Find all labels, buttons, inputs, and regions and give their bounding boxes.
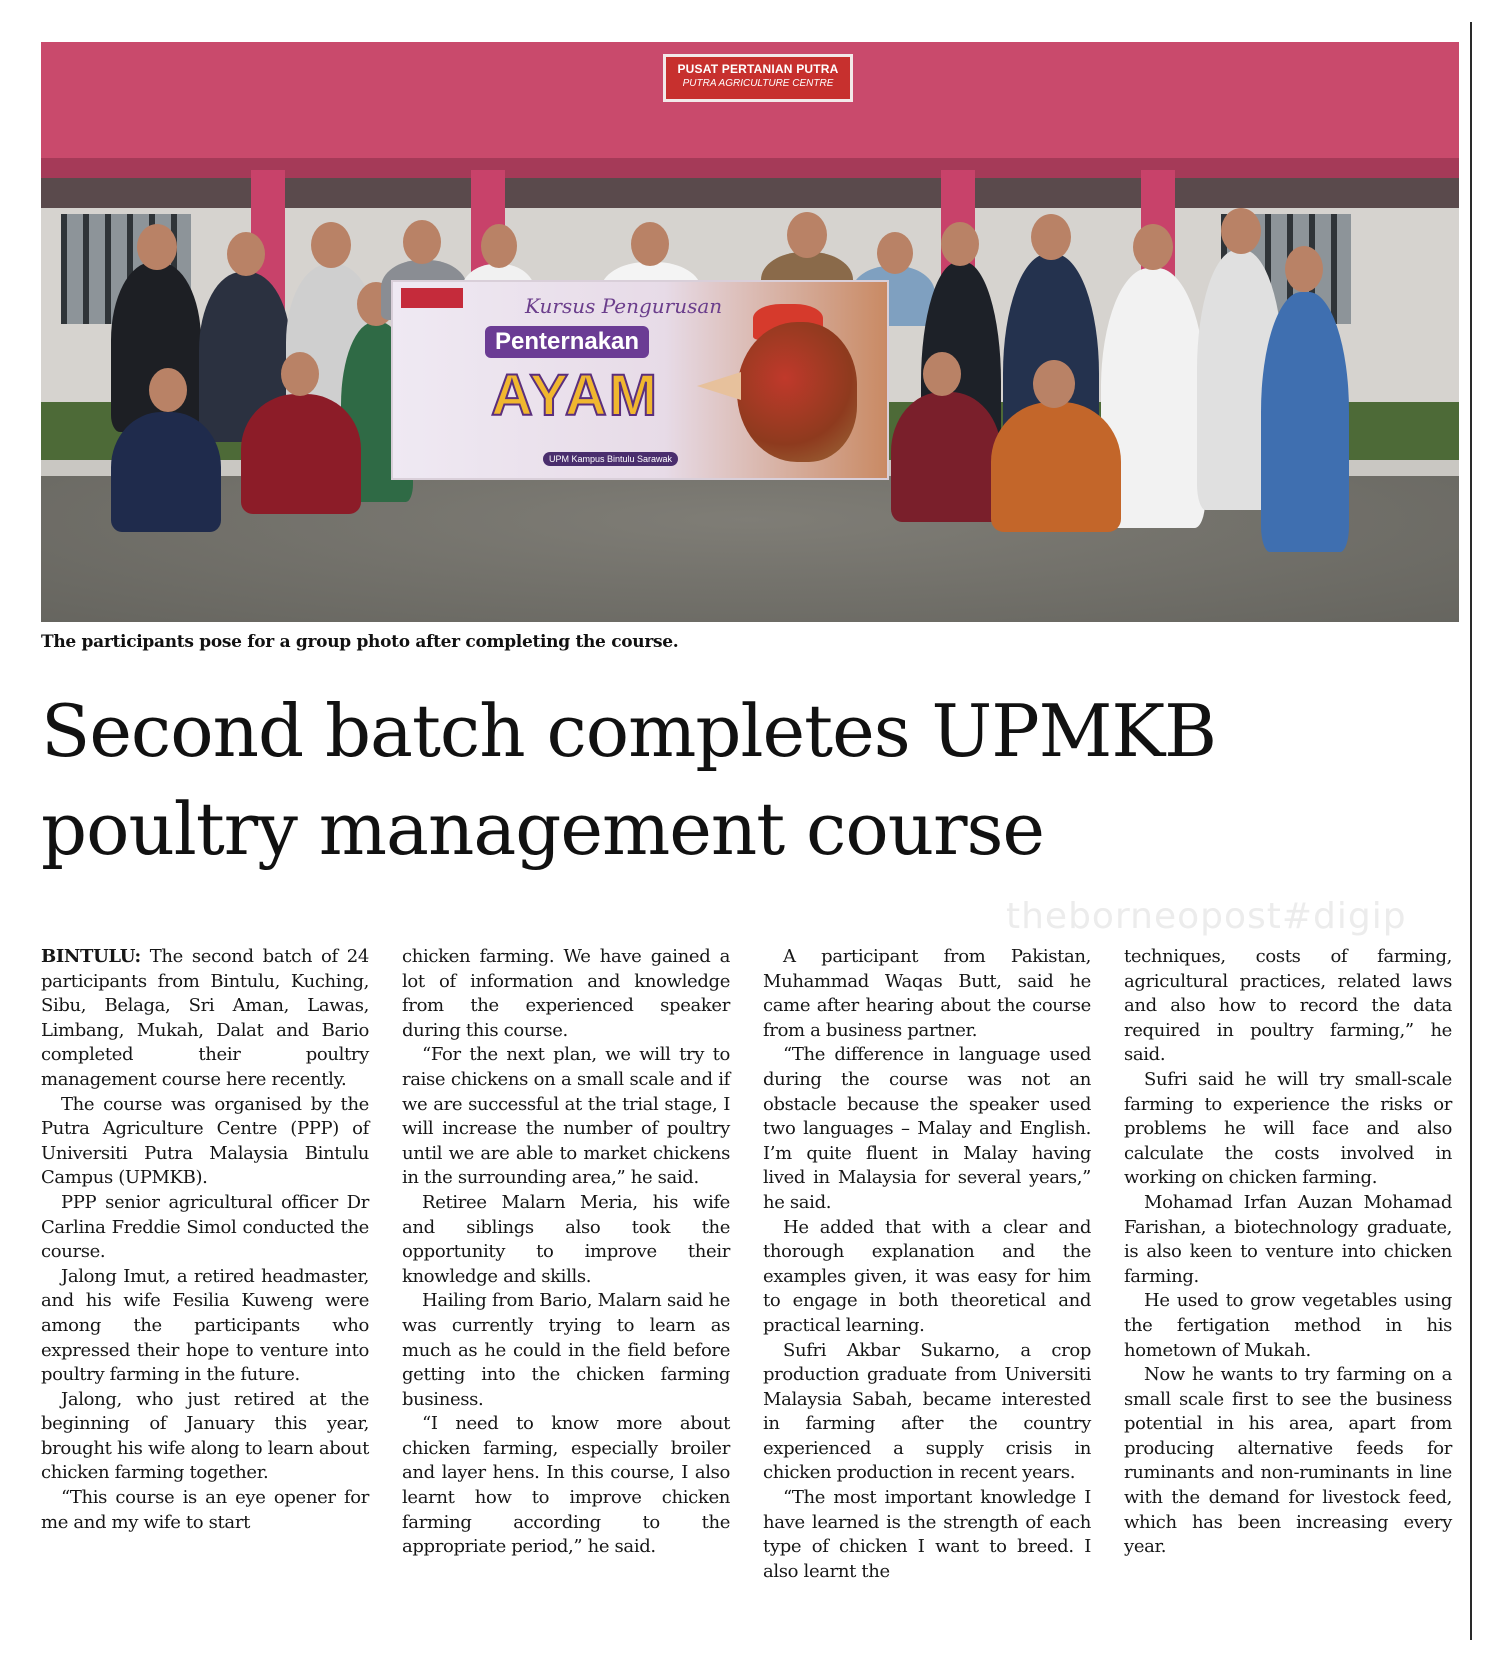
article-paragraph: “For the next plan, we will try to raise chickens on a small scale and if we are successful at the trial stage, I will increase the number of poultry until we are able to market chickens in the surrounding area,” he said. xyxy=(402,1044,730,1189)
group-photo xyxy=(41,42,1459,622)
article-column-1 xyxy=(41,945,369,1535)
person xyxy=(241,394,361,514)
article-column-4 xyxy=(1124,945,1452,1560)
banner-logo xyxy=(401,288,463,308)
article-paragraph: Sufri said he will try small-scale farming to experience the risks or problems he will face and also calculate the costs involved in working on chicken farming. xyxy=(1124,1068,1452,1189)
article-column-2 xyxy=(402,945,730,1560)
banner-title: AYAM xyxy=(491,363,660,428)
article-paragraph xyxy=(41,945,369,1093)
person-head xyxy=(311,222,351,268)
column-rule xyxy=(1470,22,1472,1640)
hen-illustration xyxy=(737,322,857,462)
article-paragraph: “I need to know more about chicken farming, especially broiler and layer hens. In this course, I also learnt how to improve chicken farming according to the appropriate period,” he said. xyxy=(402,1413,730,1558)
sign-subtitle: PUTRA AGRICULTURE CENTRE xyxy=(682,78,834,89)
watermark: theborneopost#digip xyxy=(1006,896,1407,937)
person xyxy=(891,392,1001,522)
article-paragraph: A participant from Pakistan, Muhammad Waqas Butt, said he came after hearing about the course from a business partner. xyxy=(763,946,1091,1041)
article-paragraph: Sufri Akbar Sukarno, a crop production graduate from Universiti Malaysia Sabah, became interested in farming after the country experienced a supply crisis in chicken production in recent years. xyxy=(763,1339,1091,1484)
person-head xyxy=(631,222,669,266)
banner-script-text: Kursus Pengurusan xyxy=(525,294,723,318)
article-paragraph: He added that with a clear and thorough explanation and the examples given, it was easy for him to engage in both theoretical and practical learning. xyxy=(763,1216,1091,1336)
building-sign xyxy=(663,54,853,102)
person-head xyxy=(403,220,441,264)
person-head xyxy=(227,232,265,276)
banner-venue: UPM Kampus Bintulu Sarawak xyxy=(543,452,678,466)
article-column-3 xyxy=(763,945,1091,1584)
photo-caption: The participants pose for a group photo after completing the course. xyxy=(41,632,679,652)
person xyxy=(111,412,221,532)
headline-line-2: poultry management course xyxy=(41,787,1045,871)
person-head xyxy=(281,352,319,396)
paragraph-text: The second batch of 24 participants from Bintulu, Kuching, Sibu, Belaga, Sri Aman, Lawas, Limbang, Mukah, Dalat and Bario completed their poultry management course here recently. xyxy=(41,946,369,1090)
person xyxy=(1261,292,1349,552)
article-paragraph: Retiree Malarn Meria, his wife and siblings also took the opportunity to improve their knowledge and skills. xyxy=(402,1191,730,1287)
person-head xyxy=(1285,246,1323,292)
person-head xyxy=(1033,360,1075,408)
person-head xyxy=(923,352,961,396)
person-head xyxy=(941,222,979,266)
article-paragraph: PPP senior agricultural officer Dr Carlina Freddie Simol conducted the course. xyxy=(41,1191,369,1263)
person xyxy=(991,402,1121,532)
person-head xyxy=(1133,224,1173,270)
course-banner xyxy=(391,280,889,480)
article-paragraph: Now he wants to try farming on a small scale first to see the business potential in his area, apart from producing alternative feeds for ruminants and non-ruminants in line with the demand for livestock feed, which has been increasing every year. xyxy=(1124,1364,1452,1558)
person-head xyxy=(1221,208,1261,254)
person-head xyxy=(787,212,827,258)
article-paragraph: Jalong, who just retired at the beginning of January this year, brought his wife along to learn about chicken farming together. xyxy=(41,1388,369,1484)
article-paragraph: The course was organised by the Putra Agriculture Centre (PPP) of Universiti Putra Malaysia Bintulu Campus (UPMKB). xyxy=(41,1093,369,1189)
article-paragraph: He used to grow vegetables using the fertigation method in his hometown of Mukah. xyxy=(1124,1290,1452,1361)
article-paragraph: chicken farming. We have gained a lot of information and knowledge from the experienced speaker during this course. xyxy=(402,946,730,1041)
banner-subtitle: Penternakan xyxy=(485,326,649,358)
article-paragraph: Jalong Imut, a retired headmaster, and his wife Fesilia Kuweng were among the participants who expressed their hope to venture into poultry farming in the future. xyxy=(41,1265,369,1386)
headline-line-1: Second batch completes UPMKB xyxy=(41,689,1217,773)
person-head xyxy=(137,224,177,270)
article-paragraph: “The most important knowledge I have learned is the strength of each type of chicken I want to breed. I also learnt the xyxy=(763,1487,1091,1582)
article-paragraph: Mohamad Irfan Auzan Mohamad Farishan, a biotechnology graduate, is also keen to venture into chicken farming. xyxy=(1124,1191,1452,1287)
article-paragraph: “This course is an eye opener for me and my wife to start xyxy=(41,1487,369,1533)
article-paragraph: “The difference in language used during the course was not an obstacle because the speaker used two languages – Malay and English. I’m quite fluent in Malay having lived in Malaysia for several years,” he said. xyxy=(763,1044,1091,1213)
sign-title: PUSAT PERTANIAN PUTRA xyxy=(677,62,839,76)
headline xyxy=(41,682,1461,878)
article-paragraph: techniques, costs of farming, agricultural practices, related laws and also how to record the data required in poultry farming,” he said. xyxy=(1124,946,1452,1066)
person-head xyxy=(877,232,913,274)
person-head xyxy=(481,224,517,268)
article-paragraph: Hailing from Bario, Malarn said he was currently trying to learn as much as he could in the field before getting into the chicken farming business. xyxy=(402,1290,730,1410)
dateline: BINTULU: xyxy=(41,946,141,967)
hen-beak xyxy=(697,372,741,400)
person-head xyxy=(149,368,187,412)
person-head xyxy=(1031,214,1071,260)
